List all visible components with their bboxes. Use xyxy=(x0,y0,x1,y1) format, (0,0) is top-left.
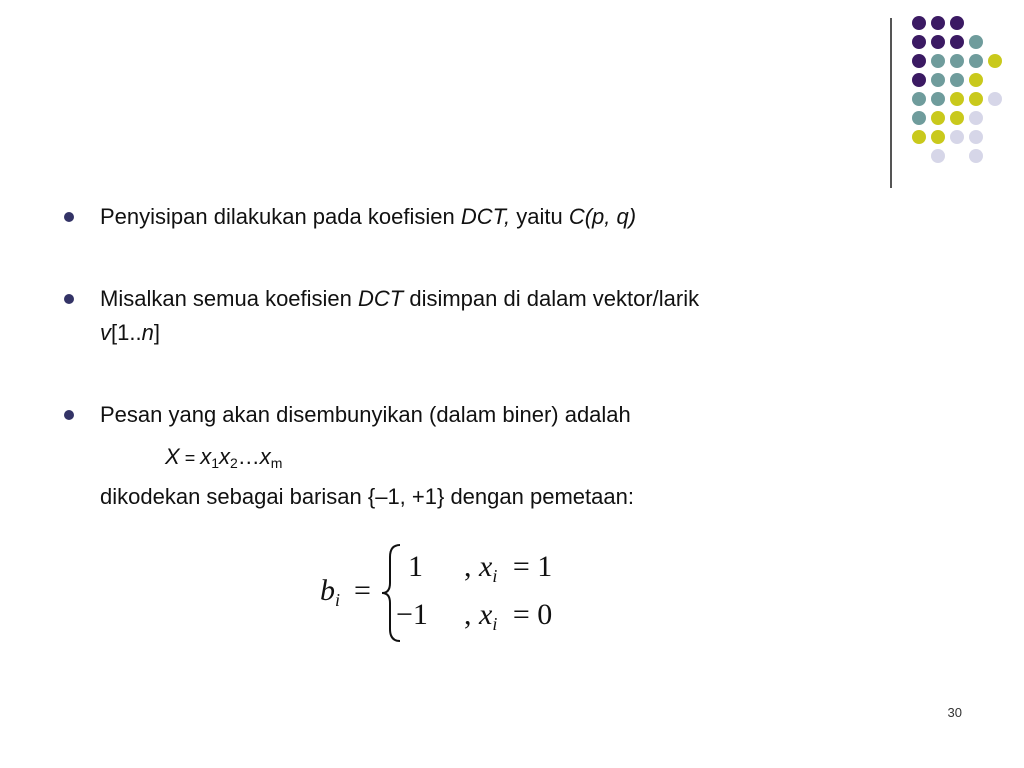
decorative-dot xyxy=(912,73,926,87)
bullet-icon xyxy=(64,212,74,222)
decorative-dot xyxy=(931,111,945,125)
bullet-2-part: Misalkan semua koefisien xyxy=(100,286,359,311)
formula-eq-sign: = xyxy=(512,598,530,631)
formula-val: 0 xyxy=(537,598,553,631)
case-1-value xyxy=(408,550,423,584)
formula-var: x xyxy=(479,598,493,631)
decorative-dot xyxy=(912,16,926,30)
decorative-dot xyxy=(931,35,945,49)
bullet-1-text xyxy=(100,202,636,232)
page-number: 30 xyxy=(947,705,962,720)
decorative-dot xyxy=(931,73,945,87)
formula-eq-sign: = xyxy=(512,550,530,583)
decorative-dot xyxy=(912,130,926,144)
bullet-icon xyxy=(64,294,74,304)
bullet-1-emphasis: DCT, xyxy=(460,204,511,229)
decorative-dot xyxy=(912,54,926,68)
case-value: 1 xyxy=(408,550,423,583)
decorative-dot xyxy=(969,92,983,106)
formula-lhs xyxy=(320,574,340,611)
formula-sub: 2 xyxy=(230,455,238,471)
decorative-dot xyxy=(969,149,983,163)
bullet-2-emphasis: v xyxy=(100,320,111,345)
decorative-dot xyxy=(931,149,945,163)
bullet-icon xyxy=(64,410,74,420)
bullet-2-part: ] xyxy=(153,320,160,345)
encoding-line xyxy=(100,482,634,512)
decorative-dot xyxy=(969,54,983,68)
case-value: −1 xyxy=(396,598,428,631)
formula-sub: i xyxy=(492,566,498,586)
bullet-2-text-line2 xyxy=(100,318,160,348)
formula-var: b xyxy=(320,574,335,607)
case-2-condition xyxy=(464,598,552,635)
formula-var: x xyxy=(259,444,271,469)
bullet-3-part: Pesan yang akan disembunyikan (dalam biner) adalah xyxy=(100,402,631,427)
bullet-2-text xyxy=(100,284,699,314)
formula-val: 1 xyxy=(537,550,553,583)
decorative-dot xyxy=(988,54,1002,68)
decorative-dot xyxy=(988,92,1002,106)
formula-eq-sign: = xyxy=(354,574,371,607)
decorative-dot xyxy=(950,35,964,49)
formula-var: x xyxy=(200,444,212,469)
decorative-dot xyxy=(950,73,964,87)
decorative-dot xyxy=(969,73,983,87)
bullet-2-part: disimpan di dalam vektor/larik xyxy=(403,286,700,311)
bullet-1-part: yaitu xyxy=(510,204,569,229)
formula-comma: , xyxy=(464,598,472,631)
formula-sub: m xyxy=(270,455,283,471)
encoding-text: dikodekan sebagai barisan {–1, +1} dengan pemetaan: xyxy=(100,484,634,509)
decorative-dot xyxy=(912,111,926,125)
formula-var: x xyxy=(219,444,230,469)
decorative-dot xyxy=(931,16,945,30)
formula-sub: 1 xyxy=(211,455,219,471)
decorative-dot xyxy=(950,16,964,30)
bullet-3-text xyxy=(100,400,631,430)
formula-eq: = xyxy=(179,448,201,468)
formula-dots: … xyxy=(237,444,260,469)
decorative-dot xyxy=(912,35,926,49)
decorative-dot xyxy=(969,35,983,49)
formula-sub: i xyxy=(492,614,498,634)
case-2-value xyxy=(396,598,428,632)
formula-eq xyxy=(354,574,371,608)
decorative-dot xyxy=(931,54,945,68)
divider-line xyxy=(890,18,892,188)
decorative-dot xyxy=(969,111,983,125)
formula-sub: i xyxy=(335,590,341,610)
decorative-dot xyxy=(931,130,945,144)
decorative-dot xyxy=(969,130,983,144)
bullet-2-emphasis: DCT xyxy=(358,286,404,311)
bullet-2-emphasis: n xyxy=(141,320,154,345)
decorative-dot xyxy=(931,92,945,106)
formula-comma: , xyxy=(464,550,472,583)
decorative-dot xyxy=(950,130,964,144)
message-formula xyxy=(165,442,282,473)
formula-var: x xyxy=(479,550,493,583)
case-1-condition xyxy=(464,550,552,587)
decorative-dot xyxy=(950,92,964,106)
bullet-1-emphasis: C(p, q) xyxy=(568,204,637,229)
bullet-2-part: [1.. xyxy=(111,320,142,345)
bullet-1-part: Penyisipan dilakukan pada koefisien xyxy=(100,204,461,229)
decorative-dot xyxy=(950,111,964,125)
decorative-dot xyxy=(912,92,926,106)
decorative-dot xyxy=(950,54,964,68)
formula-var: X xyxy=(165,444,180,469)
